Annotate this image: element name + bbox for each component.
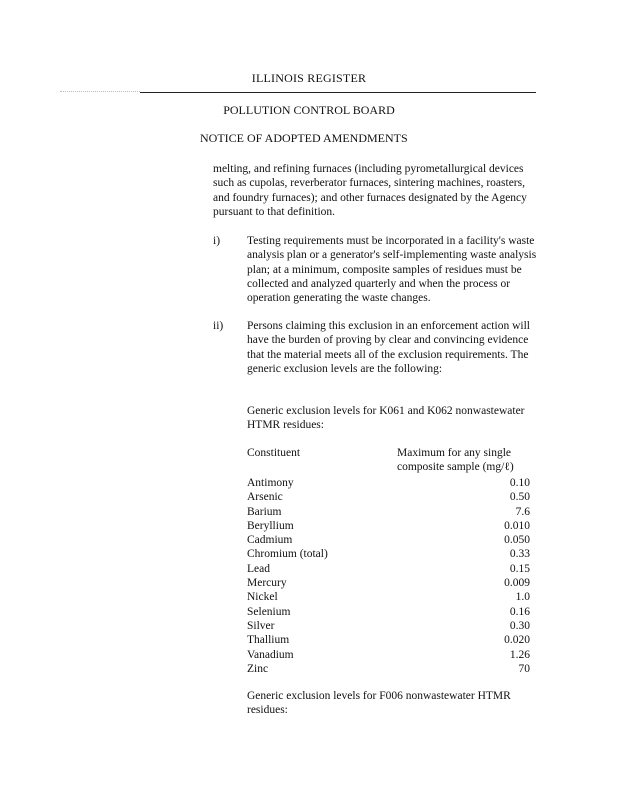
constituent-name: Barium	[247, 505, 282, 518]
constituent-name: Nickel	[247, 591, 278, 604]
table-row	[247, 519, 530, 533]
constituent-value: 0.15	[509, 562, 530, 575]
constituent-name: Antimony	[247, 477, 294, 489]
table-row	[247, 605, 530, 619]
notice-title: NOTICE OF ADOPTED AMENDMENTS	[200, 131, 408, 145]
table-row	[247, 505, 530, 519]
constituent-name: Vanadium	[247, 648, 294, 661]
constituent-name: Cadmium	[247, 534, 293, 547]
table-row	[247, 590, 530, 604]
column-header-constituent: Constituent	[247, 447, 301, 459]
table-row	[247, 648, 530, 662]
constituent-name: Lead	[247, 562, 270, 575]
constituent-value: 1.26	[509, 648, 530, 661]
constituent-value: 0.010	[504, 519, 530, 532]
table-row	[247, 662, 530, 676]
constituent-value: 0.16	[509, 605, 530, 618]
constituent-name: Mercury	[247, 577, 287, 590]
table-row	[247, 633, 530, 647]
header-rule	[140, 92, 536, 93]
constituent-name: Selenium	[247, 605, 291, 618]
constituent-name: Chromium (total)	[247, 548, 328, 561]
table-header	[247, 446, 530, 476]
constituent-value: 0.50	[509, 491, 530, 504]
constituent-value: 1.0	[515, 591, 530, 604]
list-item-number: ii)	[213, 320, 224, 332]
column-header-maximum: Maximum for any single composite sample (mg/ℓ)	[397, 447, 514, 474]
constituent-value: 0.10	[509, 477, 530, 489]
constituent-value: 70	[518, 662, 530, 675]
constituent-value: 0.33	[509, 548, 530, 561]
table-row	[247, 476, 530, 490]
header-dotted-rule	[60, 91, 140, 92]
register-title: ILLINOIS REGISTER	[251, 71, 367, 85]
intro-paragraph: melting, and refining furnaces (including pyrometallurgical devices such as cupolas, reverberator furnaces, sintering machines, roasters, and foundry furnaces); and other furnaces designated by the Agency pursuant to that definition.	[213, 163, 527, 218]
constituent-value: 0.30	[509, 619, 530, 632]
constituent-name: Beryllium	[247, 519, 294, 532]
list-item-number: i)	[213, 235, 221, 247]
table-row	[247, 562, 530, 576]
constituent-name: Zinc	[247, 662, 269, 675]
constituent-value: 0.009	[504, 577, 530, 590]
list-item-text: Testing requirements must be incorporated in a facility's waste analysis plan or a generator's self-implementing waste analysis plan; at a minimum, composite samples of residues must be collected and analyzed quarterly and when the process or operation generating the waste changes.	[247, 235, 537, 305]
constituent-value: 7.6	[515, 505, 530, 518]
table-row	[247, 576, 530, 590]
table-caption: Generic exclusion levels for K061 and K062 nonwastewater HTMR residues:	[247, 405, 525, 432]
exclusion-levels-table	[247, 446, 530, 676]
board-title: POLLUTION CONTROL BOARD	[223, 103, 395, 117]
table-row	[247, 490, 530, 504]
constituent-name: Silver	[247, 619, 275, 632]
constituent-value: 0.050	[504, 534, 530, 547]
closing-caption: Generic exclusion levels for F006 nonwastewater HTMR residues:	[247, 690, 511, 717]
constituent-name: Arsenic	[247, 491, 283, 504]
constituent-name: Thallium	[247, 634, 290, 647]
constituent-value: 0.020	[504, 634, 530, 647]
table-row	[247, 619, 530, 633]
table-row	[247, 547, 530, 561]
table-row	[247, 533, 530, 547]
list-item-text: Persons claiming this exclusion in an enforcement action will have the burden of proving by clear and convincing evidence that the material meets all of the exclusion requirements. The generic exclusion levels are the following:	[247, 320, 530, 375]
